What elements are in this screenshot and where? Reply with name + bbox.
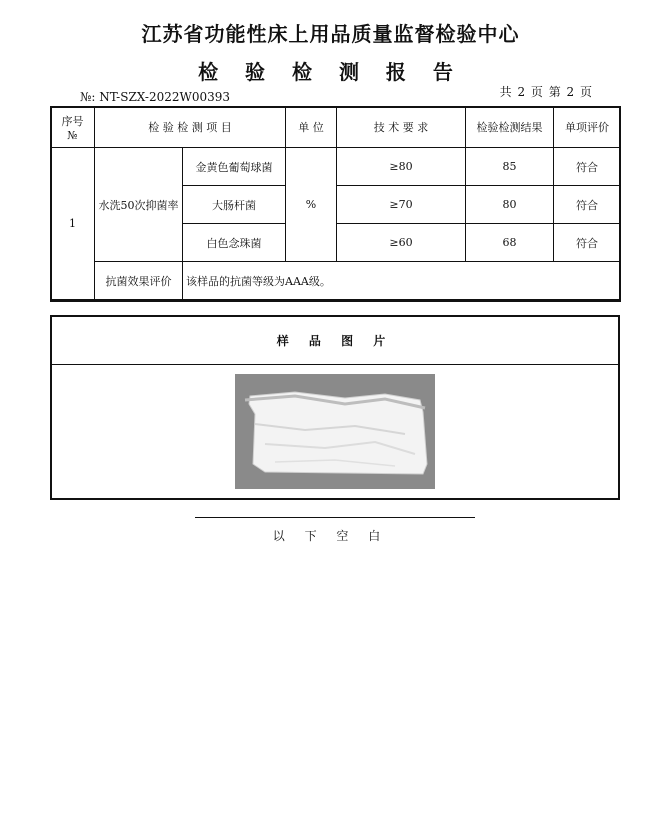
evaluation-cell: 符合 xyxy=(554,148,621,186)
end-divider-line xyxy=(195,517,475,518)
table-row xyxy=(51,148,621,186)
result-cell: 85 xyxy=(466,148,554,186)
requirement-cell: ≥70 xyxy=(337,186,466,224)
summary-row xyxy=(51,262,621,300)
requirement-cell: ≥60 xyxy=(337,224,466,262)
evaluation-cell: 符合 xyxy=(554,186,621,224)
header-seq xyxy=(51,107,95,148)
summary-text-cell: 该样品的抗菌等级为AAA级。 xyxy=(183,262,621,300)
header-evaluation: 单项评价 xyxy=(554,107,621,148)
item-cell: 金黄色葡萄球菌 xyxy=(183,148,286,186)
item-cell: 白色念珠菌 xyxy=(183,224,286,262)
header-unit: 单 位 xyxy=(286,107,337,148)
test-results-table xyxy=(50,106,621,300)
item-cell: 大肠杆菌 xyxy=(183,186,286,224)
report-number: №: NT-SZX-2022W00393 xyxy=(80,90,230,104)
header-item: 检 验 检 测 项 目 xyxy=(95,107,286,148)
header-seq-sub: № xyxy=(67,128,78,142)
table-header-row xyxy=(51,107,621,148)
result-cell: 80 xyxy=(466,186,554,224)
seq-cell: 1 xyxy=(51,148,95,300)
summary-label-cell: 抗菌效果评价 xyxy=(95,262,183,300)
page-info: 共 2 页 第 2 页 xyxy=(499,85,593,99)
result-cell: 68 xyxy=(466,224,554,262)
sample-photo-image xyxy=(235,374,435,489)
organization-title: 江苏省功能性床上用品质量监督检验中心 xyxy=(141,22,520,46)
header-result: 检验检测结果 xyxy=(466,107,554,148)
requirement-cell: ≥80 xyxy=(337,148,466,186)
sample-photo-section xyxy=(50,315,620,500)
end-blank-text: 以 下 空 白 xyxy=(272,529,389,543)
sample-photo xyxy=(235,374,435,489)
report-title: 检 验 检 测 报 告 xyxy=(198,60,463,84)
sample-photo-title: 样 品 图 片 xyxy=(52,317,618,365)
evaluation-cell: 符合 xyxy=(554,224,621,262)
header-seq-label: 序号 xyxy=(61,114,84,128)
unit-cell: % xyxy=(286,148,337,262)
header-requirement: 技 术 要 求 xyxy=(337,107,466,148)
group-label-cell: 水洗50次抑菌率 xyxy=(95,148,183,262)
